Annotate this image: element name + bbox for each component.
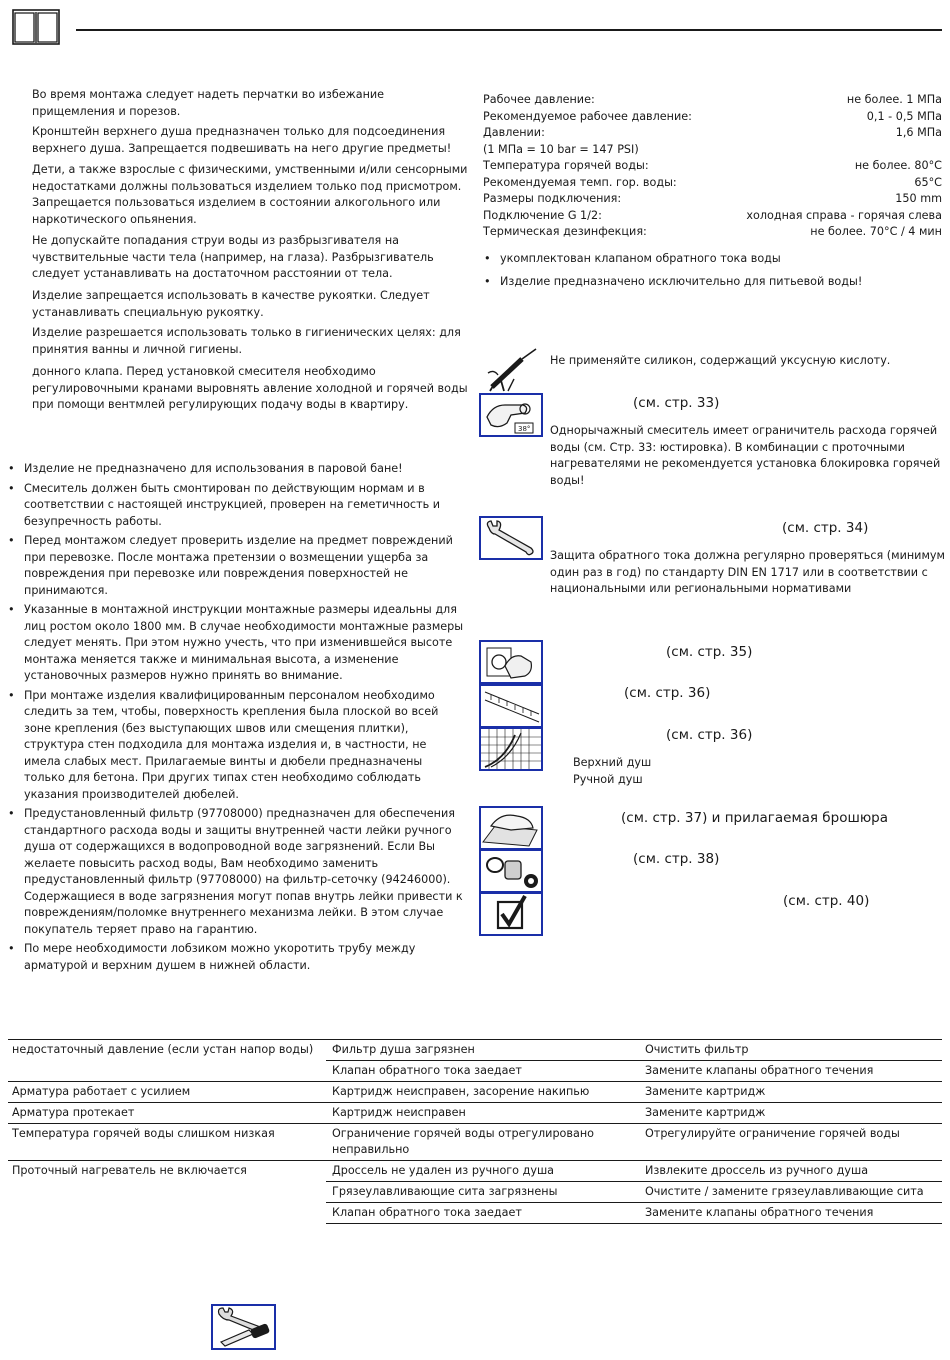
flow-chart-box: [479, 727, 543, 771]
cause-cell: Фильтр душа загрязнен: [326, 1040, 637, 1061]
spec-row: Подключение G 1/2: холодная справа - горячая слева: [483, 208, 942, 222]
table-row: [8, 1040, 942, 1061]
remedy-cell: Извлеките дроссель из ручного душа: [637, 1161, 942, 1182]
safety-paragraph-children: Дети, а также взрослые с физическими, умственными и/или сенсорными недостатками должны пользоваться изделием только под присмотром. Запрещается пользоваться изделием в состоянии алкогольного или наркотического опьянения.: [32, 163, 468, 226]
spec-row: Рабочее давление: не более. 1 МПа: [483, 93, 942, 106]
list-item: • По мере необходимости лобзиком можно укоротить трубу между арматурой и верхним душем в нижней области.: [8, 941, 466, 974]
hand-temperature-icon: [481, 395, 541, 435]
page-ref-33: (см. стр. 33): [633, 395, 720, 411]
spec-row: Давлении: 1,6 МПа: [483, 126, 942, 139]
wrench-icon: [481, 518, 541, 558]
problem-cell: [8, 1182, 326, 1203]
page-ref-40: (см. стр. 40): [783, 893, 870, 909]
page-ref-37: (см. стр. 37) и прилагаемая брошюра: [621, 810, 889, 826]
table-row: [8, 1182, 942, 1203]
list-item: • Предустановленный фильтр (97708000) предназначен для обеспечения стандартного расхода воды и защиты внутренней части лейки ручного душа от содержащихся в водопроводной воде загрязнений. Если Вы желаете повысить расход воды, Вам необходимо заменить предустановленный фильтр (97708000) на фильтр-сеточку (94246000). Содержащиеся в воде загрязнения могут попав внутрь лейки привести к повреждениям/поломке внутреннего механизма лейки. В этом случае покупатель теряет право на гарантию.: [8, 806, 466, 938]
backflow-check-text: Защита обратного тока должна регулярно проверяться (минимум один раз в год) по стандарту DIN EN 1717 или в соответствии с национальными или региональными нормативами: [550, 549, 945, 595]
list-item: • Смеситель должен быть смонтирован по действующим нормам и в соответствии с настоящей инструкцией, проверен на геметичность и безупречность работы.: [8, 481, 466, 531]
installation-notes-list: [8, 461, 466, 977]
page-ref-34: (см. стр. 34): [782, 520, 869, 536]
problem-cell: Арматура протекает: [8, 1103, 326, 1124]
problem-cell: [8, 1061, 326, 1082]
list-item: • Изделие предназначено исключительно для питьевой воды!: [484, 274, 942, 291]
spec-row: Термическая дезинфекция: не более. 70°C / 4 мин: [483, 225, 942, 238]
screwdriver-wrench-icon: [213, 1306, 274, 1348]
silicone-warning-text: Не применяйте силикон, содержащий уксусную кислоту.: [550, 354, 891, 367]
caulking-gun-icon: [482, 347, 544, 393]
troubleshooting-table: [8, 1039, 942, 1224]
hot-water-limiter-text: Однорычажный смеситель имеет ограничитель расхода горячей воды (см. Стр. 33: юстировка). В комбинации с проточными нагревателями не рекомендуется установка блокировка горячей воды!: [550, 424, 941, 487]
safety-paragraph-hygiene: Изделие разрешается использовать только в гигиенических целях: для принятия ванны и личной гигиены.: [32, 326, 461, 356]
safety-paragraph-pressure: донного клапа. Перед установкой смесителя необходимо регулировочными кранами выровнять авление холодной и горячей воды при помощи вентмлей регулирующих подачу воды в квартиру.: [32, 365, 468, 411]
safety-paragraph-handle: Изделие запрещается использовать в качестве рукоятки. Следует устанавливать специальную рукоятку.: [32, 289, 430, 319]
header-rule: [76, 29, 942, 31]
problem-cell: недостаточный давление (если устан напор воды): [8, 1040, 326, 1061]
page-ref-36-flow: (см. стр. 36): [666, 727, 753, 743]
spare-parts-icon: [481, 851, 541, 891]
list-item: • Изделие не предназначено для использования в паровой бане!: [8, 461, 466, 478]
problem-cell: Арматура работает с усилием: [8, 1082, 326, 1103]
tools-box: [211, 1304, 276, 1350]
remedy-cell: Очистить фильтр: [637, 1040, 942, 1061]
spec-row: Рекомендуемая темп. гор. воды: 65°C: [483, 175, 942, 189]
remedy-cell: Замените клапаны обратного течения: [637, 1203, 942, 1224]
list-item: • Указанные в монтажной инструкции монтажные размеры идеальны для лиц ростом около 1800 мм. В случае необходимости монтажные размеры следует менять. При этом нужно учесть, что при изменившейся высоте монтажа меняется также и минимальная высота, а изменение установочных размеров нужно принять во внимание.: [8, 602, 466, 685]
list-item: • При монтаже изделия квалифицированным персоналом необходимо следить за тем, чтобы, поверхность крепления была плоской во всей зоне крепления (без выступающих швов или смещения плитки), структура стен подходила для монтажа изделия и, в частности, не имела слабых мест. Прилагаемые винты и дюбели предназначены только для бетона. При других типах стен необходимо соблюдать указания производителей дюбелей.: [8, 688, 466, 804]
problem-cell: [8, 1203, 326, 1224]
safety-paragraph-spray: Не допускайте попадания струи воды из разбрызгивателя на чувствительные части тела (например, на глаза). Разбрызгиватель следует устанавливать на достаточном расстоянии от тела.: [32, 234, 434, 280]
safety-paragraph-bracket: Кронштейн верхнего душа предназначен только для подсоединения верхнего душа. Запрещается подвешивать на него другие предметы!: [32, 125, 452, 155]
checkbox-icon: [481, 894, 541, 934]
maintenance-wrench-box: [479, 516, 543, 560]
specs-bullets: [484, 251, 942, 296]
cleaning-box: [479, 806, 543, 850]
page-ref-38: (см. стр. 38): [633, 851, 720, 867]
page-ref-36-dimensions: (см. стр. 36): [624, 685, 711, 701]
problem-cell: Температура горячей воды слишком низкая: [8, 1124, 326, 1161]
table-row: [8, 1161, 942, 1182]
table-row: [8, 1082, 942, 1103]
technical-specs: [483, 92, 942, 241]
cause-cell: Дроссель не удален из ручного душа: [326, 1161, 637, 1182]
dimensions-ruler-box: [479, 684, 543, 728]
cause-cell: Ограничение горячей воды отрегулировано неправильно: [326, 1124, 637, 1161]
checklist-box: [479, 892, 543, 936]
cause-cell: Клапан обратного тока заедает: [326, 1203, 637, 1224]
remedy-cell: Замените картридж: [637, 1103, 942, 1124]
spec-row: Рекомендуемое рабочее давление: 0,1 - 0,5 МПа: [483, 109, 942, 123]
remedy-cell: Отрегулируйте ограничение горячей воды: [637, 1124, 942, 1161]
table-row: [8, 1061, 942, 1082]
cause-cell: Грязеулавливающие сита загрязнены: [326, 1182, 637, 1203]
table-row: [8, 1103, 942, 1124]
temperature-label: 38°: [518, 425, 531, 433]
cleaning-hand-box: [479, 640, 543, 684]
cause-cell: Картридж неисправен, засорение накипью: [326, 1082, 637, 1103]
page-ref-35: (см. стр. 35): [666, 644, 753, 660]
table-row: [8, 1203, 942, 1224]
upper-shower-label: Верхний душ: [573, 756, 652, 769]
spare-parts-box: [479, 849, 543, 893]
hand-shower-label: Ручной душ: [573, 773, 643, 786]
cleaning-cloth-icon: [481, 808, 541, 848]
safety-paragraph-gloves: Во время монтажа следует надеть перчатки во избежание прищемления и порезов.: [32, 88, 385, 118]
remedy-cell: Очистите / замените грязеулавливающие сита: [637, 1182, 942, 1203]
list-item: • укомплектован клапаном обратного тока воды: [484, 251, 942, 268]
remedy-cell: Замените клапаны обратного течения: [637, 1061, 942, 1082]
list-item: • Перед монтажом следует проверить изделие на предмет повреждений при перевозке. После монтажа претензии о возмещении ущерба за повреждения при перевозке или повреждения поверхностей не принимаются.: [8, 533, 466, 599]
spec-row: Размеры подключения: 150 mm: [483, 192, 942, 205]
spec-row: Температура горячей воды: не более. 80°C: [483, 159, 942, 172]
problem-cell: Проточный нагреватель не включается: [8, 1161, 326, 1182]
flow-diagram-icon: [481, 729, 541, 769]
cause-cell: Клапан обратного тока заедает: [326, 1061, 637, 1082]
spec-pressure-note: (1 МПа = 10 bar = 147 PSI): [483, 142, 639, 156]
table-row: [8, 1124, 942, 1161]
hand-tap-icon: [481, 642, 541, 682]
ruler-icon: [481, 686, 541, 726]
temperature-adjust-icon: [479, 393, 543, 437]
cause-cell: Картридж неисправен: [326, 1103, 637, 1124]
remedy-cell: Замените картридж: [637, 1082, 942, 1103]
manual-book-icon: [12, 9, 60, 45]
